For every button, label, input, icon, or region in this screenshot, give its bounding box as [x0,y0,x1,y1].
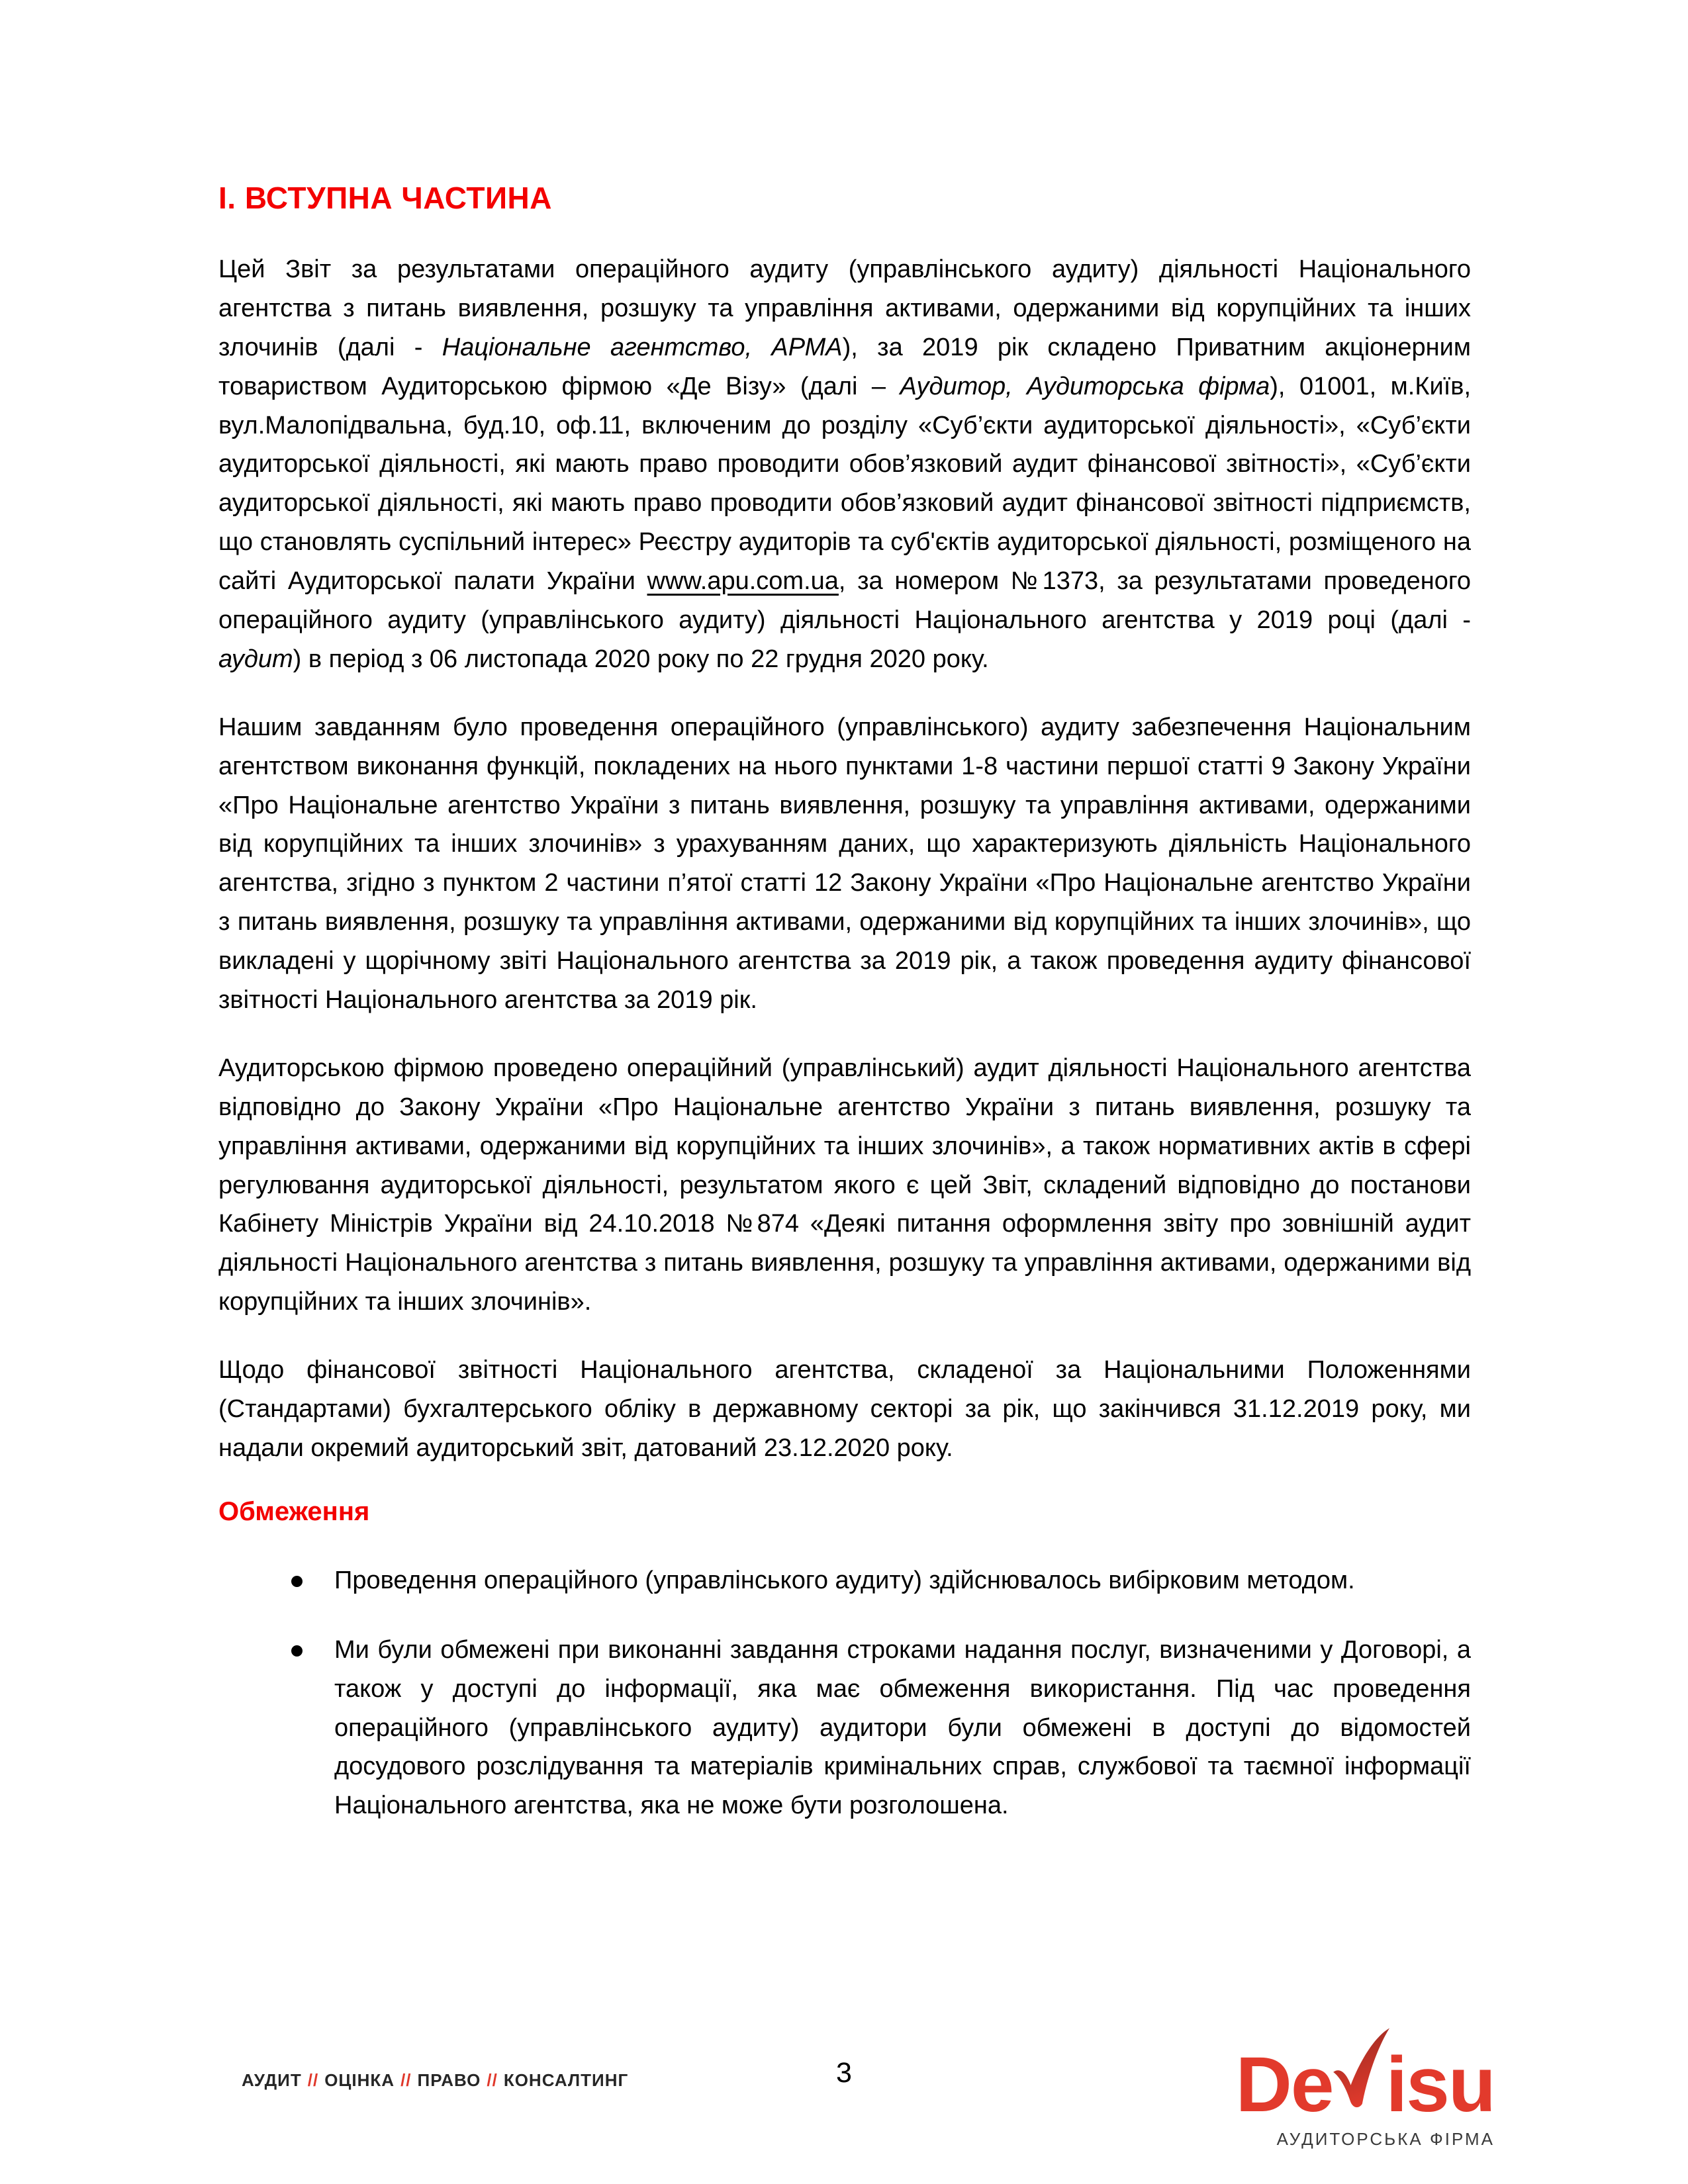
text-run: Щодо фінансової звітності Національного агентства, складеної за Національними Положеннями (Стандартами) бухгалтерського обліку в державному секторі за рік, що закінчився 31.12.2019 року, ми надали окремий аудиторський звіт, датований 23.12.2020 року. [218,1356,1471,1462]
text-run: Нашим завданням було проведення операційного (управлінського) аудиту забезпечення Національним агентством виконання функцій, покладених на нього пунктами 1-8 частини першої статті 9 Закону України «Про Національне агентство України з питань виявлення, розшуку та управління активами, одержаними від корупційних та інших злочинів» з урахуванням даних, що характеризують діяльність Національного агентства, згідно з пунктом 2 частини п’ятої статті 12 Закону України «Про Національне агентство України з питань виявлення, розшуку та управління активами, одержаними від корупційних та інших злочинів», що викладені у щорічному звіті Національного агентства за 2019 рік, а також проведення аудиту фінансової звітності Національного агентства за 2019 рік. [218,713,1471,1015]
task-paragraph [218,708,1471,1020]
text-run: , за номером №1373, за результатами проведеного операційного аудиту (управлінського аудиту) діяльності Національного агентства у 2019 році (далі - [218,567,1471,635]
text-run: Аудитор, Аудиторська фірма [900,372,1270,400]
tagline-word: КОНСАЛТИНГ [503,2070,629,2090]
limitation-text: Проведення операційного (управлінського аудиту) здійснювалось вибірковим методом. [334,1566,1355,1594]
tagline-separator: // [307,2070,319,2090]
intro-paragraph [218,250,1471,679]
limitation-item [218,1631,1471,1825]
bullet-icon [291,1576,303,1587]
devisu-logo [1236,2026,1495,2150]
tagline-word: ПРАВО [417,2070,481,2090]
apu-link[interactable]: www.apu.com.ua [647,567,839,596]
limitations-list [218,1561,1471,1825]
bullet-icon [291,1645,303,1657]
text-run: ) в період з 06 листопада 2020 року по 22 грудня 2020 року. [293,645,989,673]
check-icon [1329,2026,1393,2111]
text-run: аудит [218,645,293,673]
tagline-word: ОЦІНКА [324,2070,395,2090]
section-heading: І. ВСТУПНА ЧАСТИНА [218,181,552,215]
limitation-item [218,1561,1471,1600]
limitation-text: Ми були обмежені при виконанні завдання строками надання послуг, визначеними у Договорі, а також у доступі до інформації, яка має обмеження використання. Під час проведення операційного (управлінського аудиту) аудитори були обмежені в доступі до відомостей досудового розслідування та матеріалів кримінальних справ, службової та таємної інформації Національного агентства, яка не може бути розголошена. [334,1635,1471,1820]
logo-text-de: De [1235,2041,1333,2128]
text-run: ), за 2019 рік складено Приватним акціонерним товариством Аудиторською фірмою «Де Візу» (далі – [218,333,1471,400]
audit-basis-paragraph [218,1049,1471,1322]
report-content [218,180,1471,1856]
text-run: Національне агентство, АРМА [442,333,843,361]
logo-wordmark [1235,2026,1495,2128]
text-run: Аудиторською фірмою проведено операційний (управлінський) аудит діяльності Національного агентства відповідно до Закону України «Про Національне агентство України з питань виявлення, розшуку та управління активами, одержаними від корупційних та інших злочинів», а також нормативних актів в сфері регулювання аудиторської діяльності, результатом якого є цей Звіт, складений відповідно до постанови Кабінету Міністрів України від 24.10.2018 №874 «Деякі питання оформлення звіту про зовнішній аудит діяльності Національного агентства з питань виявлення, розшуку та управління активами, одержаними від корупційних та інших злочинів». [218,1054,1471,1316]
tagline-separator: // [487,2070,498,2090]
tagline-separator: // [400,2070,412,2090]
page-number: 3 [836,2057,852,2089]
limitations-heading: Обмеження [218,1496,370,1526]
tagline-word: АУДИТ [242,2070,302,2090]
financial-statements-paragraph [218,1351,1471,1468]
text-run: Цей Звіт за результатами операційного аудиту (управлінського аудиту) діяльності Національного агентства з питань виявлення, розшуку та управління активами, одержаними від корупційних та інших злочинів (далі - [218,255,1471,361]
text-run: ), 01001, м.Київ, вул.Малопідвальна, буд.10, оф.11, включеним до розділу «Суб’єкти аудиторської діяльності», «Суб’єкти аудиторської діяльності, які мають право проводити обов’язковий аудит фінансової звітності», «Суб’єкти аудиторської діяльності, які мають право проводити обов’язковий аудит фінансової звітності підприємств, що становлять суспільний інтерес» Реєстру аудиторів та суб'єктів аудиторської діяльності, розміщеного на сайті Аудиторської палати України [218,372,1472,596]
logo-text-isu: isu [1385,2041,1495,2128]
logo-subtitle: АУДИТОРСЬКА ФІРМА [1276,2129,1495,2149]
